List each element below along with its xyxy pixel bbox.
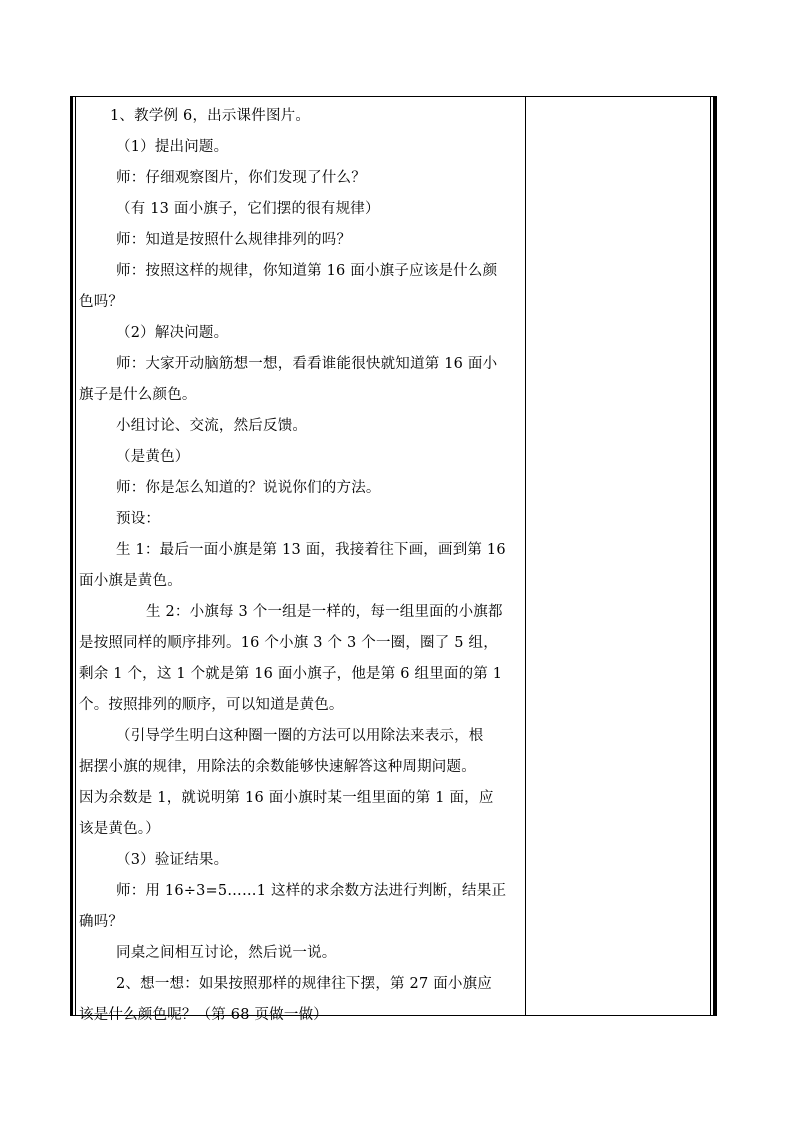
text-line: 同桌之间相互讨论，然后说一说。 [116,945,337,961]
text-line: 生 2：小旗每 3 个一组是一样的，每一组里面的小旗都 [146,604,503,620]
text-line: 确吗？ [79,914,124,930]
table-border-right [713,96,717,1016]
text-line: 1、教学例 6，出示课件图片。 [110,108,311,124]
table-column-divider [525,96,526,1016]
text-line: 生 1：最后一面小旗是第 13 面，我接着往下画，画到第 16 [116,542,506,558]
table-border-right-inner [710,96,711,1016]
text-line: 2、想一想：如果按照那样的规律往下摆，第 27 面小旗应 [116,976,492,992]
text-line: 该是什么颜色呢？（第 68 页做一做） [79,1007,328,1023]
text-line: （有 13 面小旗子，它们摆的很有规律） [116,201,380,217]
lesson-content-cell [79,104,523,1034]
text-line: （2）解决问题。 [116,325,229,341]
text-line: （引导学生明白这种圈一圈的方法可以用除法来表示，根 [116,728,484,744]
text-line: 是按照同样的顺序排列。16 个小旗 3 个 3 个一圈，圈了 5 组， [79,635,498,651]
text-line: 预设： [116,511,161,527]
text-line: 据摆小旗的规律，用除法的余数能够快速解答这种周期问题。 [79,759,476,775]
text-line: 色吗？ [79,294,124,310]
text-line: 师：大家开动脑筋想一想，看看谁能很快就知道第 16 面小 [116,356,498,372]
text-line: （3）验证结果。 [116,852,229,868]
text-line: 师：仔细观察图片，你们发现了什么？ [116,170,366,186]
table-border-left-inner [75,96,76,1016]
text-line: 小组讨论、交流，然后反馈。 [116,418,308,434]
text-line: （是黄色） [116,449,190,465]
text-line: 旗子是什么颜色。 [79,387,197,403]
table-border-top [70,96,717,97]
text-line: （1）提出问题。 [116,139,229,155]
text-line: 师：你是怎么知道的？说说你们的方法。 [116,480,381,496]
text-line: 个。按照排列的顺序，可以知道是黄色。 [79,697,344,713]
text-line: 师：知道是按照什么规律排列的吗？ [116,232,352,248]
table-border-left [70,96,73,1016]
text-line: 因为余数是 1，就说明第 16 面小旗时某一组里面的第 1 面，应 [79,790,494,806]
text-line: 师：用 16÷3=5……1 这样的求余数方法进行判断，结果正 [116,883,507,899]
text-line: 剩余 1 个，这 1 个就是第 16 面小旗子，他是第 6 组里面的第 1 [79,666,503,682]
text-line: 该是黄色。） [79,821,160,837]
text-line: 面小旗是黄色。 [79,573,182,589]
text-line: 师：按照这样的规律，你知道第 16 面小旗子应该是什么颜 [116,263,498,279]
